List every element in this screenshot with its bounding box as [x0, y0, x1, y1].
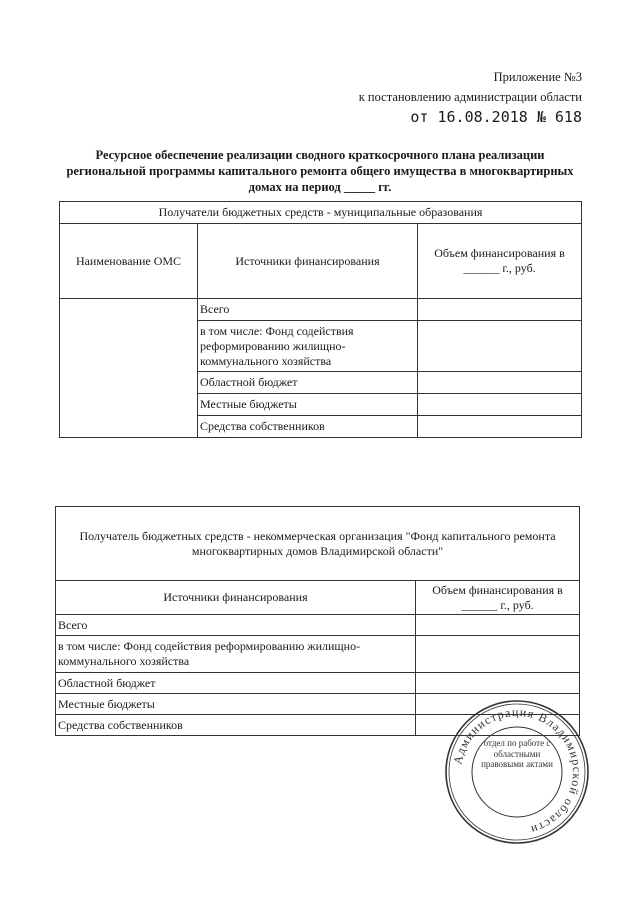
table1-caption: Получатели бюджетных средств - муниципальные образования — [60, 202, 582, 224]
stamp-center-text: отдел по работе с областными правовыми актами — [481, 738, 553, 769]
table1-row-regional: Областной бюджет — [198, 372, 418, 394]
table2-row-owners: Средства собственников — [56, 715, 416, 736]
resolution-reference: к постановлению администрации области — [358, 90, 582, 104]
table1-value-cell[interactable] — [418, 299, 582, 321]
table1-row-fund: в том числе: Фонд содействия реформированию жилищно-коммунального хозяйства — [198, 321, 418, 372]
title-line-2: региональной программы капитального ремонта общего имущества в многоквартирных — [66, 164, 574, 178]
table2-header-sources: Источники финансирования — [56, 581, 416, 615]
table1-header-sources: Источники финансирования — [198, 224, 418, 299]
table1-row-local: Местные бюджеты — [198, 394, 418, 416]
table1-value-cell[interactable] — [418, 372, 582, 394]
table1-header-volume: Объем финансирования в ______ г., руб. — [418, 224, 582, 299]
table1-value-cell[interactable] — [418, 321, 582, 372]
table2-row-local: Местные бюджеты — [56, 694, 416, 715]
table1-value-cell[interactable] — [418, 416, 582, 438]
official-stamp — [443, 698, 591, 846]
municipal-funding-table — [59, 201, 582, 438]
document-title — [60, 147, 580, 195]
table1-row-owners: Средства собственников — [198, 416, 418, 438]
table1-oms-cell[interactable] — [60, 299, 198, 438]
table2-value-cell[interactable] — [416, 673, 580, 694]
title-line-3: домах на период _____ гг. — [248, 180, 392, 194]
table2-value-cell[interactable] — [416, 615, 580, 636]
table1-value-cell[interactable] — [418, 394, 582, 416]
table2-row-fund: в том числе: Фонд содействия реформированию жилищно-коммунального хозяйства — [56, 636, 416, 673]
table2-row-regional: Областной бюджет — [56, 673, 416, 694]
stamp-ring-text: Администрация Владимирской области — [450, 704, 585, 838]
table1-row-total: Всего — [198, 299, 418, 321]
appendix-label: Приложение №3 — [493, 70, 582, 84]
table2-header-volume: Объем финансирования в ______ г., руб. — [416, 581, 580, 615]
table2-value-cell[interactable] — [416, 636, 580, 673]
resolution-date-number: от 16.08.2018 № 618 — [410, 108, 582, 126]
table2-caption: Получатель бюджетных средств - некоммерческая организация "Фонд капитального ремонта многоквартирных домов Владимирской области" — [56, 507, 580, 581]
table1-header-oms: Наименование ОМС — [60, 224, 198, 299]
table2-row-total: Всего — [56, 615, 416, 636]
title-line-1: Ресурсное обеспечение реализации сводного краткосрочного плана реализации — [95, 148, 545, 162]
